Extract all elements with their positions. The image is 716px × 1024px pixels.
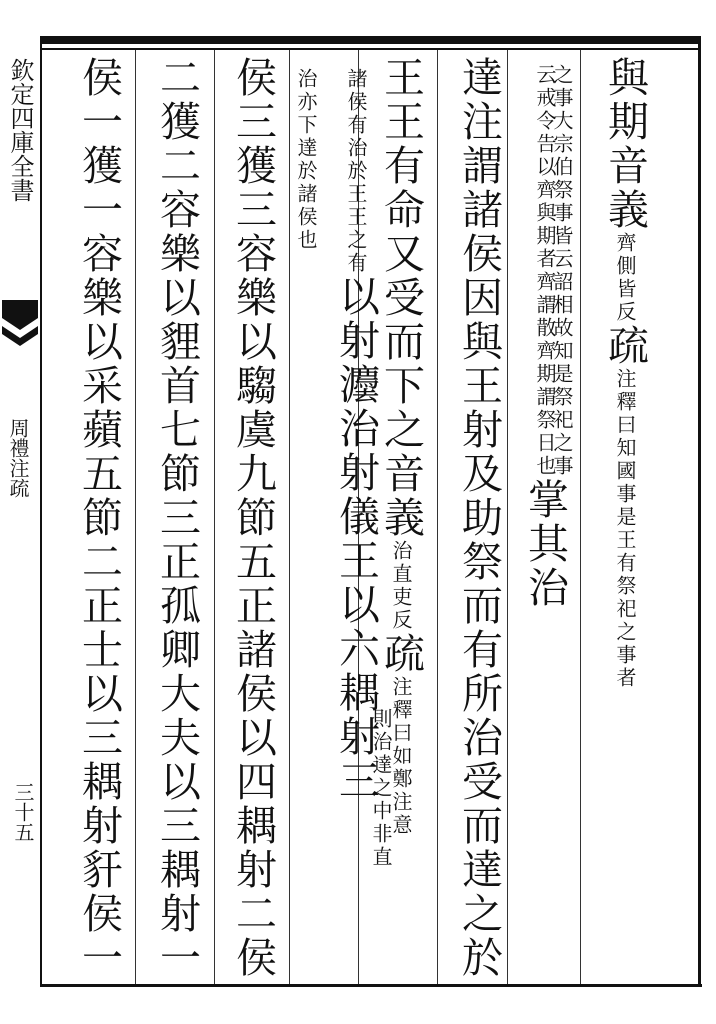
main-text: 疏 [377,632,425,676]
column-rule [135,50,136,984]
commentary-text: 之事大宗伯祭事皆云詔相故知是祭祀之事 [550,64,574,478]
main-text: 疏 [601,324,649,368]
frame-bottom-border [40,984,702,987]
column-rule [214,50,215,984]
main-text: 以射灋治射儀王以六耦射三 [332,275,380,803]
frame-right-border [698,36,701,986]
commentary-text: 治直吏反 [389,540,413,632]
main-text: 達注謂諸侯因與王射及助祭而有所治受而達之於 [455,56,503,980]
commentary-text: 注釋曰如鄭注意 [389,676,413,837]
commentary-text: 則治達之中非直 [369,708,393,869]
book-name: 周禮注疏 [6,418,30,498]
text-column-9 [222,56,284,980]
text-column-1 [594,56,656,690]
commentary-text: 諸侯有治於王王之有 [344,68,368,275]
frame-top-border [40,36,700,44]
main-text: 二獲二容樂以貍首七節三正孤卿大夫以三耦射一 [153,56,201,980]
commentary-text: 云戒令告以齊與期者齊謂散齊期謂祭日也 [533,64,557,478]
page-number: 三十五 [11,782,35,842]
column-rule [437,50,438,984]
text-column-7 [325,68,387,803]
main-text: 掌其治 [521,478,569,610]
text-column-11 [68,56,130,980]
main-text: 與期音義 [601,56,649,232]
commentary-text: 注釋曰知國事是王有祭祀之事者 [613,368,637,690]
main-text: 侯三獲三容樂以騶虞九節五正諸侯以四耦射二侯 [229,56,277,980]
text-column-10 [146,56,208,980]
commentary-text: 齊側皆反 [613,232,637,324]
frame-top-inner-border [40,48,700,50]
main-text: 王王有命又受而下之音義 [377,56,425,540]
text-column-8 [291,68,321,252]
column-rule [289,50,290,984]
series-title: 欽定四庫全書 [6,58,34,202]
main-text: 侯一獲一容樂以采蘋五節二正士以三耦射豻侯一 [75,56,123,980]
text-column-3 [514,64,576,610]
commentary-text: 治亦下達於諸侯也 [294,68,318,252]
fishtail-mark-icon [2,300,38,350]
text-column-4 [448,56,510,980]
column-rule [580,50,581,984]
